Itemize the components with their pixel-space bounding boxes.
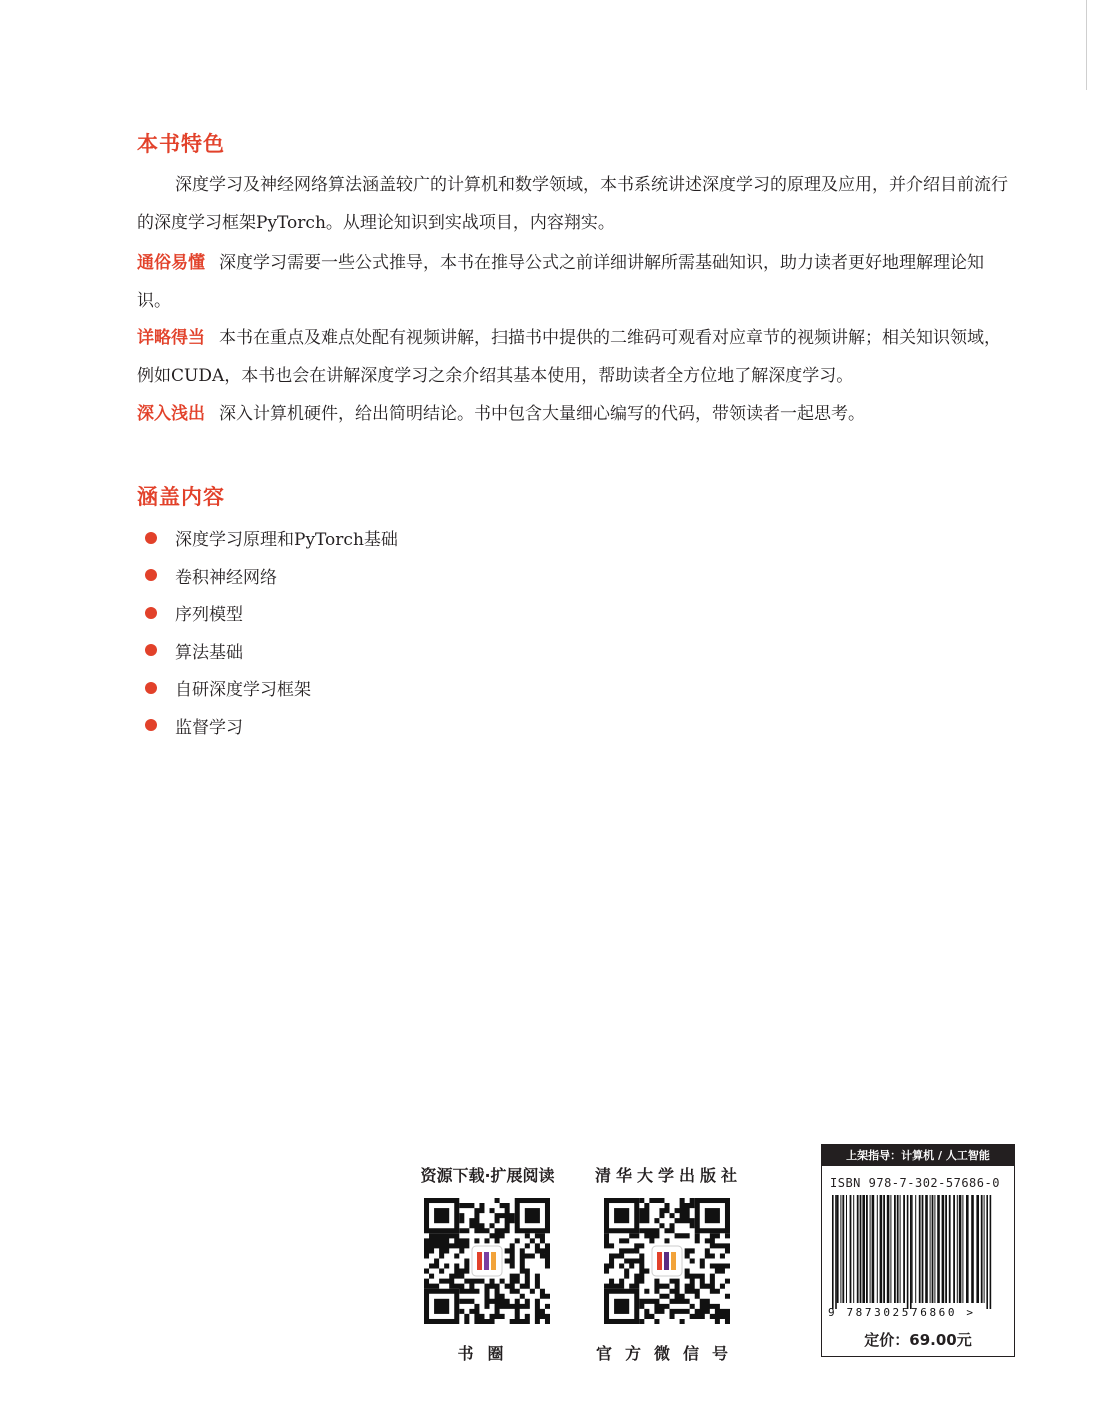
features-intro: 深度学习及神经网络算法涵盖较广的计算机和数学领域，本书系统讲述深度学习的原理及应用，并介绍目前流行的深度学习框架PyTorch。从理论知识到实战项目，内容翔实。 — [137, 175, 1008, 233]
qr-publisher-title: 清华大学出版社 — [594, 1166, 742, 1185]
feature-easy-to-understand — [137, 244, 1017, 320]
list-item — [145, 557, 398, 595]
coverage-list — [145, 519, 398, 744]
feature-key: 深入浅出 — [137, 404, 205, 424]
bullet-dot-icon — [145, 607, 157, 619]
qr-resources-title: 资源下载·扩展阅读 — [420, 1166, 555, 1185]
shelf-category-label: 上架指导：计算机 / 人工智能 — [822, 1145, 1014, 1166]
feature-in-depth — [137, 395, 1017, 433]
page-edge-line — [1086, 0, 1087, 90]
features-heading: 本书特色 — [137, 131, 225, 156]
feature-text: 深入计算机硬件，给出简明结论。书中包含大量细心编写的代码，带领读者一起思考。 — [219, 404, 865, 424]
feature-key: 详略得当 — [137, 328, 205, 348]
list-item-label: 深度学习原理和PyTorch基础 — [175, 530, 398, 551]
isbn-barcode — [826, 1195, 1010, 1319]
list-item — [145, 519, 398, 557]
qr-code-wechat[interactable] — [604, 1198, 730, 1324]
list-item-label: 自研深度学习框架 — [175, 680, 311, 701]
barcode-panel — [821, 1144, 1015, 1357]
bullet-dot-icon — [145, 532, 157, 544]
list-item — [145, 632, 398, 670]
feature-text: 本书在重点及难点处配有视频讲解，扫描书中提供的二维码可观看对应章节的视频讲解；相关知识领域，例如CUDA，本书也会在讲解深度学习之余介绍其基本使用，帮助读者全方位地了解深度学习。 — [137, 328, 1001, 386]
qr-finder-pattern — [424, 1289, 459, 1324]
list-item — [145, 707, 398, 745]
list-item-label: 卷积神经网络 — [175, 567, 277, 588]
qr-finder-pattern — [695, 1198, 730, 1233]
qr-center-logo-icon — [472, 1246, 502, 1276]
feature-well-balanced — [137, 319, 1017, 395]
bullet-dot-icon — [145, 569, 157, 581]
list-item — [145, 594, 398, 632]
qr-finder-pattern — [515, 1198, 550, 1233]
qr-finder-pattern — [604, 1198, 639, 1233]
qr-publisher-caption: 官方微信号 — [595, 1344, 741, 1363]
qr-code-resources[interactable] — [424, 1198, 550, 1324]
bullet-dot-icon — [145, 719, 157, 731]
qr-finder-pattern — [604, 1289, 639, 1324]
bullet-dot-icon — [145, 682, 157, 694]
bullet-dot-icon — [145, 644, 157, 656]
list-item-label: 算法基础 — [175, 642, 243, 663]
isbn-number: ISBN 978-7-302-57686-0 — [830, 1176, 1000, 1190]
svg-text:9 787302576860 >: 9 787302576860 > — [828, 1306, 976, 1319]
price-label: 定价：69.00元 — [864, 1331, 972, 1349]
coverage-heading: 涵盖内容 — [137, 484, 225, 509]
qr-center-logo-icon — [652, 1246, 682, 1276]
feature-key: 通俗易懂 — [137, 253, 205, 273]
list-item — [145, 669, 398, 707]
qr-finder-pattern — [424, 1198, 459, 1233]
qr-resources-caption: 书圈 — [457, 1344, 518, 1363]
feature-text: 深度学习需要一些公式推导，本书在推导公式之前详细讲解所需基础知识，助力读者更好地理解理论知识。 — [137, 253, 984, 311]
list-item-label: 序列模型 — [175, 605, 243, 626]
list-item-label: 监督学习 — [175, 717, 243, 738]
